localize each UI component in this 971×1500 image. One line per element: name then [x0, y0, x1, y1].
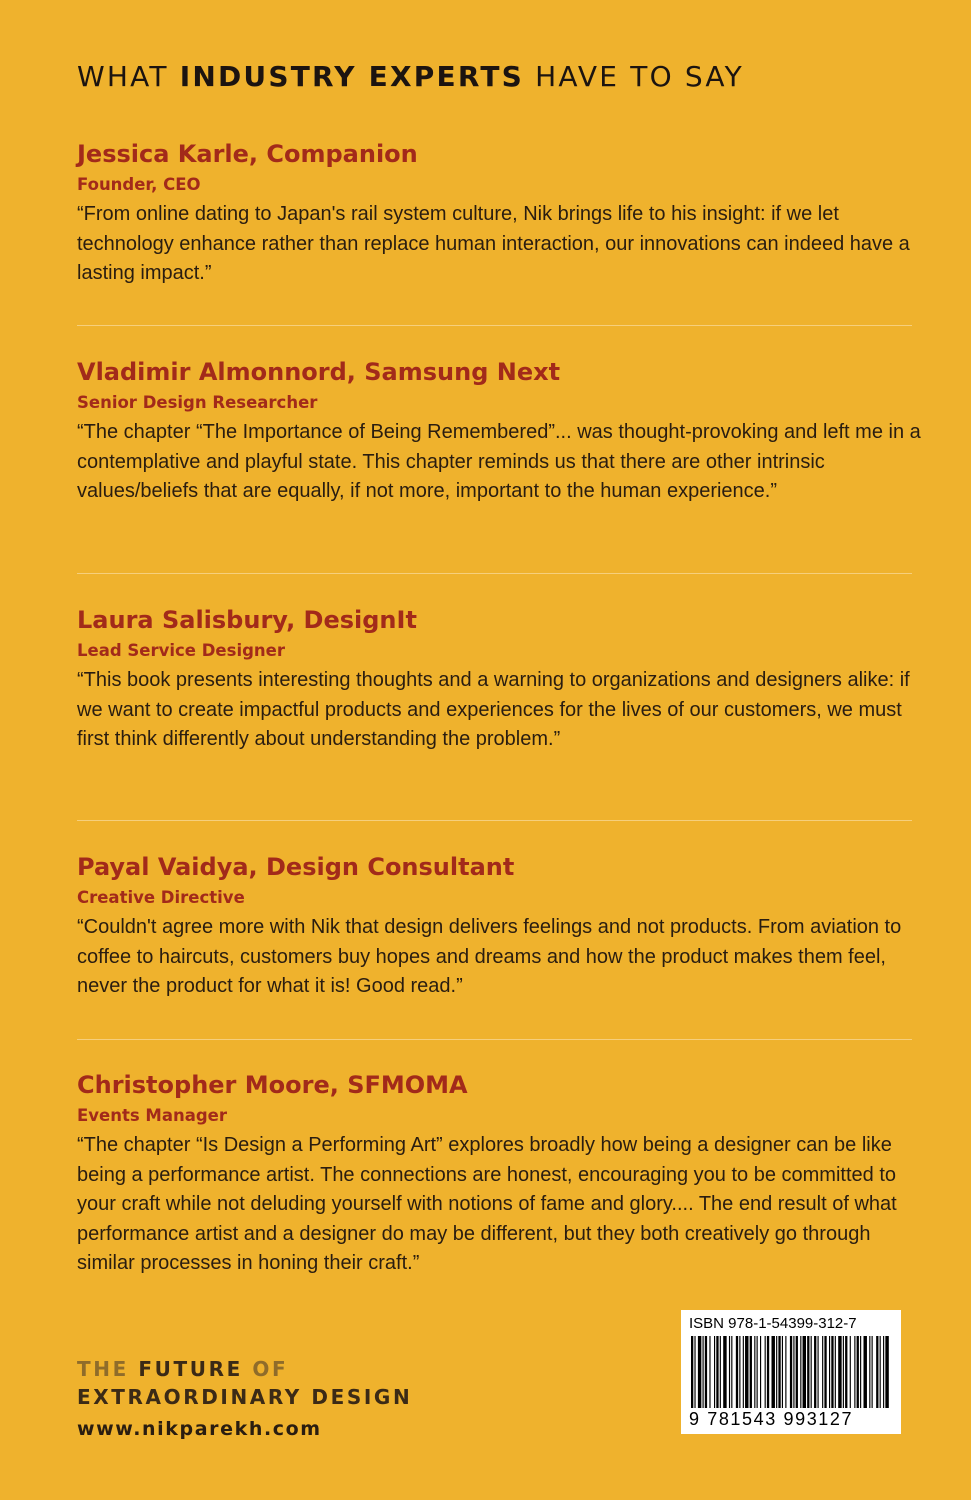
barcode-bar: [720, 1336, 721, 1408]
barcode-bar: [691, 1336, 693, 1408]
reviewer-name: Jessica Karle, Companion: [77, 140, 418, 168]
barcode-bar: [757, 1336, 758, 1408]
barcode-bar: [736, 1336, 738, 1408]
barcode-bar: [880, 1336, 881, 1408]
barcode-bar: [869, 1336, 870, 1408]
barcode-bar: [731, 1336, 732, 1408]
barcode-bar: [750, 1336, 752, 1408]
review-1: [77, 139, 927, 289]
review-quote: “The chapter “Is Design a Performing Art” explores broadly how being a designer can be like being a performance artist. The connections are honest, encouraging you to be committed to your craft while not deluding yourself with notions of fame and glory.... The end result of what performance artist and a designer do may be different, but they both creatively go through similar processes in honing their craft.”: [77, 1134, 897, 1275]
barcode-bar: [831, 1336, 833, 1408]
review-2: [77, 357, 927, 507]
divider: [77, 573, 912, 574]
barcode-bar: [782, 1336, 783, 1408]
barcode-bar: [876, 1336, 878, 1408]
barcode-bar: [743, 1336, 744, 1408]
review-3: [77, 605, 927, 755]
barcode-bar: [778, 1336, 780, 1408]
barcode-bar: [760, 1336, 761, 1408]
book-title-brand: THE FUTURE OF EXTRAORDINARY DESIGN: [77, 1357, 413, 1409]
divider: [77, 820, 912, 821]
barcode-bar: [705, 1336, 707, 1408]
heading-emphasis: INDUSTRY EXPERTS: [179, 60, 525, 93]
barcode-bar: [703, 1336, 704, 1408]
barcode-bar: [807, 1336, 809, 1408]
reviewer-role: Lead Service Designer: [77, 641, 285, 660]
reviewer-role: Creative Directive: [77, 888, 245, 907]
isbn-barcode: [681, 1310, 901, 1434]
barcode-digits: 9 781543 993127: [689, 1409, 854, 1429]
barcode-bar: [860, 1336, 861, 1408]
barcode-bar: [694, 1336, 695, 1408]
review-5: [77, 1070, 927, 1279]
barcode-bar: [843, 1336, 844, 1408]
reviewer-name: Christopher Moore, SFMOMA: [77, 1071, 468, 1099]
barcode-bar: [811, 1336, 812, 1408]
barcode-bar: [772, 1336, 775, 1408]
barcode-bar: [854, 1336, 855, 1408]
barcode-bar: [885, 1336, 888, 1408]
reviewer-name: Payal Vaidya, Design Consultant: [77, 853, 515, 881]
barcode-bar: [723, 1336, 726, 1408]
barcode-bar: [776, 1336, 777, 1408]
barcode-bar: [824, 1336, 826, 1408]
barcode-bar: [800, 1336, 801, 1408]
review-quote: “From online dating to Japan's rail system culture, Nik brings life to his insight: if we let technology enhance rather than replace human interaction, our innovations can indeed have a lasting impact.”: [77, 203, 910, 285]
barcode-bar: [857, 1336, 859, 1408]
barcode-bar: [745, 1336, 748, 1408]
divider: [77, 1039, 912, 1040]
barcode-bar: [739, 1336, 740, 1408]
reviewer-role: Founder, CEO: [77, 175, 201, 194]
barcode-bar: [829, 1336, 830, 1408]
barcode-bar: [803, 1336, 806, 1408]
barcode-bar: [714, 1336, 715, 1408]
barcode-bar: [814, 1336, 816, 1408]
barcode-bar: [864, 1336, 867, 1408]
website-url: www.nikparekh.com: [77, 1418, 322, 1440]
barcode-bar: [845, 1336, 847, 1408]
reviewer-name: Vladimir Almonnord, Samsung Next: [77, 358, 561, 386]
barcode-bar: [785, 1336, 786, 1408]
barcode-bar: [850, 1336, 851, 1408]
page-heading: WHAT INDUSTRY EXPERTS HAVE TO SAY: [77, 60, 744, 93]
reviewer-role: Events Manager: [77, 1106, 227, 1125]
barcode-bar: [790, 1336, 792, 1408]
barcode-bar: [709, 1336, 710, 1408]
isbn-label: ISBN 978-1-54399-312-7: [689, 1315, 857, 1332]
barcode-bar: [765, 1336, 766, 1408]
barcode-bar: [883, 1336, 884, 1408]
barcode-bar: [793, 1336, 794, 1408]
barcode-bar: [729, 1336, 730, 1408]
barcode-bar: [818, 1336, 819, 1408]
review-quote: “Couldn't agree more with Nik that design delivers feelings and not products. From aviation to coffee to haircuts, customers buy hopes and dreams and how the product makes them feel, never the product for what it is! Good read.”: [77, 916, 902, 998]
barcode-bar: [872, 1336, 873, 1408]
barcode-bar: [767, 1336, 769, 1408]
barcode-bar: [822, 1336, 823, 1408]
review-quote: “This book presents interesting thoughts and a warning to organizations and designers alike: if we want to create impactful products and experiences for the lives of our customers, we must first think differently about understanding the problem.”: [77, 669, 910, 751]
barcode-bar: [698, 1336, 701, 1408]
barcode-icon: [691, 1336, 891, 1408]
barcode-bar: [796, 1336, 798, 1408]
barcode-bar: [835, 1336, 836, 1408]
review-4: [77, 852, 927, 1002]
reviewer-name: Laura Salisbury, DesignIt: [77, 606, 417, 634]
reviewer-role: Senior Design Researcher: [77, 393, 318, 412]
barcode-bar: [838, 1336, 841, 1408]
barcode-bar: [716, 1336, 718, 1408]
barcode-bar: [754, 1336, 755, 1408]
review-quote: “The chapter “The Importance of Being Remembered”... was thought-provoking and left me in a contemplative and playful state. This chapter reminds us that there are other intrinsic values/beliefs that are equally, if not more, important to the human experience.”: [77, 421, 921, 503]
divider: [77, 325, 912, 326]
